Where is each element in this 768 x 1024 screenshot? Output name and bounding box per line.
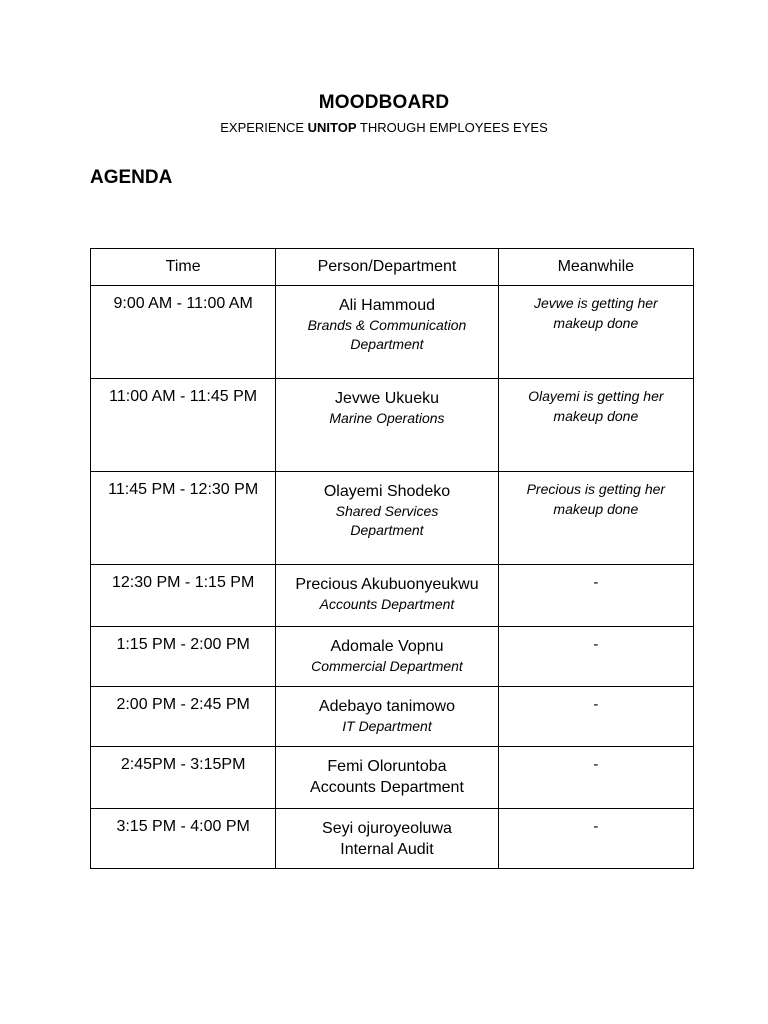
agenda-row: [91, 809, 694, 869]
time-cell: [91, 809, 276, 869]
time-cell: [91, 286, 276, 379]
meanwhile-cell: [498, 747, 693, 809]
meanwhile-cell: [498, 687, 693, 747]
subtitle-suffix: THROUGH EMPLOYEES EYES: [356, 120, 548, 135]
time-text: 1:15 PM - 2:00 PM: [116, 636, 250, 653]
time-cell: [91, 687, 276, 747]
person-name: Seyi ojuroyeoluwa: [322, 820, 452, 837]
person-department: Commercial Department: [311, 658, 463, 674]
person-name: Adebayo tanimowo: [318, 698, 456, 715]
person-cell: [276, 472, 498, 565]
meanwhile-dash: -: [593, 756, 599, 773]
person-department: Accounts Department: [310, 779, 464, 796]
time-text: 9:00 AM - 11:00 AM: [113, 295, 253, 312]
person-cell: [276, 627, 498, 687]
meanwhile-cell: [498, 627, 693, 687]
agenda-row: [91, 627, 694, 687]
meanwhile-cell: [498, 286, 693, 379]
person-cell: [276, 565, 498, 627]
person-department: Shared Services Department: [335, 503, 439, 538]
person-cell: [276, 286, 498, 379]
meanwhile-dash: -: [593, 818, 599, 835]
meanwhile-text: Olayemi is getting her makeup done: [528, 388, 664, 424]
meanwhile-dash: -: [593, 696, 599, 713]
meanwhile-cell: [498, 809, 693, 869]
header-person-department: Person/Department: [276, 249, 498, 286]
time-text: 2:00 PM - 2:45 PM: [116, 696, 250, 713]
person-department: Brands & Communication Department: [307, 317, 467, 352]
person-cell: [276, 687, 498, 747]
meanwhile-cell: [498, 565, 693, 627]
meanwhile-text: Precious is getting her makeup done: [526, 481, 666, 517]
meanwhile-cell: [498, 472, 693, 565]
agenda-row: [91, 687, 694, 747]
person-name: Olayemi Shodeko: [323, 483, 451, 500]
agenda-row: [91, 472, 694, 565]
person-department: Internal Audit: [340, 841, 434, 858]
person-name: Precious Akubuonyeukwu: [295, 576, 479, 593]
person-department: Accounts Department: [319, 596, 455, 612]
person-cell: [276, 809, 498, 869]
person-department: Marine Operations: [329, 410, 445, 426]
header-meanwhile: Meanwhile: [498, 249, 693, 286]
agenda-row: [91, 379, 694, 472]
time-text: 3:15 PM - 4:00 PM: [116, 818, 250, 835]
time-cell: [91, 627, 276, 687]
time-text: 2:45PM - 3:15PM: [120, 756, 246, 773]
person-department: IT Department: [342, 718, 432, 734]
person-cell: [276, 379, 498, 472]
person-name: Ali Hammoud: [338, 297, 435, 314]
agenda-row: [91, 286, 694, 379]
agenda-row: [91, 565, 694, 627]
person-cell: [276, 747, 498, 809]
subtitle-prefix: EXPERIENCE: [220, 120, 308, 135]
time-cell: [91, 472, 276, 565]
agenda-header-row: [91, 249, 694, 286]
document-title: MOODBOARD: [318, 92, 450, 113]
time-cell: [91, 747, 276, 809]
time-text: 12:30 PM - 1:15 PM: [112, 574, 255, 591]
meanwhile-cell: [498, 379, 693, 472]
time-cell: [91, 565, 276, 627]
agenda-table: [90, 248, 694, 869]
person-name: Femi Oloruntoba: [327, 758, 447, 775]
time-cell: [91, 379, 276, 472]
meanwhile-dash: -: [593, 574, 599, 591]
meanwhile-dash: -: [593, 636, 599, 653]
meanwhile-text: Jevwe is getting her makeup done: [533, 295, 658, 331]
subtitle-company-name: UNITOP: [307, 120, 357, 135]
time-text: 11:45 PM - 12:30 PM: [108, 481, 259, 498]
agenda-heading: AGENDA: [90, 167, 173, 188]
person-name: Jevwe Ukueku: [334, 390, 439, 407]
agenda-row: [91, 747, 694, 809]
time-text: 11:00 AM - 11:45 PM: [109, 388, 258, 405]
header-time: Time: [91, 249, 276, 286]
person-name: Adomale Vopnu: [330, 638, 444, 655]
document-subtitle: [0, 120, 768, 135]
